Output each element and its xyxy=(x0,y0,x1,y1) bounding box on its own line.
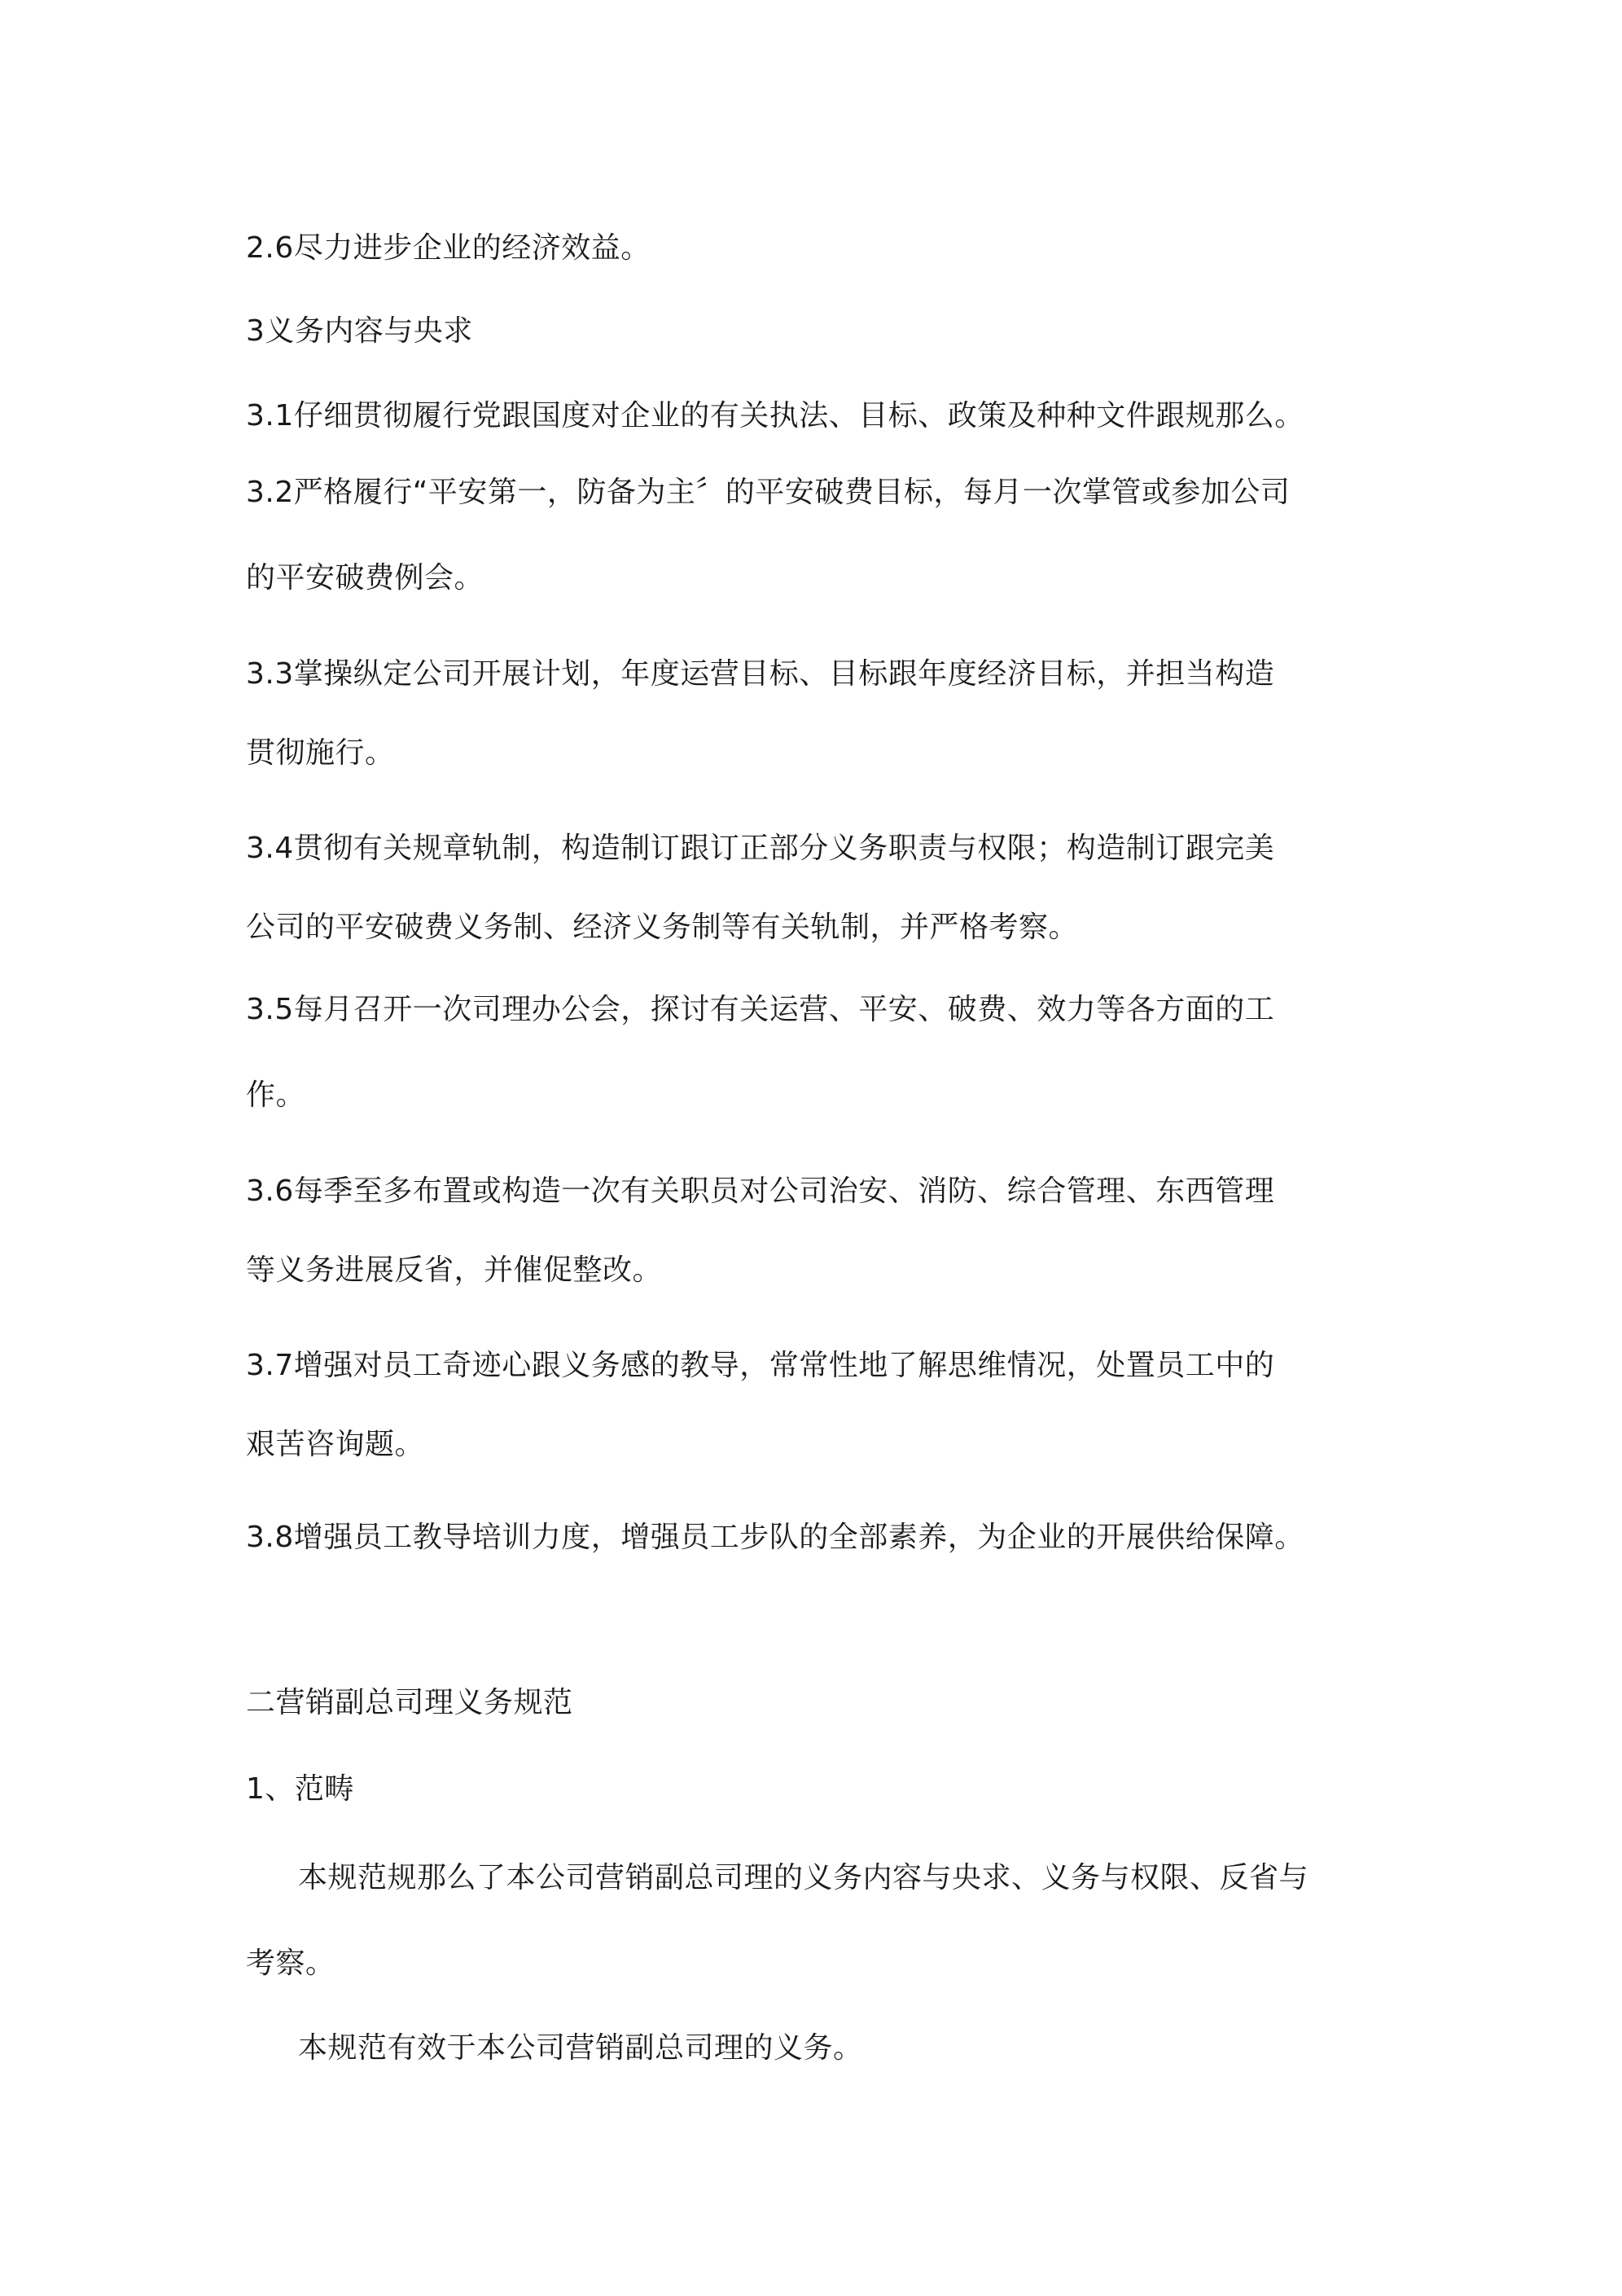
text-line: 本规范规那么了本公司营销副总司理的义务内容与央求、义务与权限、反省与 xyxy=(298,1861,1309,1894)
text-line: 3.6每季至多布置或构造一次有关职员对公司治安、消防、综合管理、东西管理 xyxy=(246,1174,1275,1208)
text-line: 考察。 xyxy=(246,1947,335,1980)
text-line: 本规范有效于本公司营销副总司理的义务。 xyxy=(298,2031,863,2065)
section-heading: 3义务内容与央求 xyxy=(246,314,473,348)
section-heading: 二营销副总司理义务规范 xyxy=(246,1686,573,1719)
text-line: 的平安破费例会。 xyxy=(246,561,484,595)
text-line: 作。 xyxy=(246,1078,306,1112)
text-line: 贯彻施行。 xyxy=(246,736,395,770)
text-line: 3.7增强对员工奇迹心跟义务感的教导，常常性地了解思维情况，处置员工中的 xyxy=(246,1349,1275,1382)
text-line: 艰苦咨询题。 xyxy=(246,1428,425,1461)
text-line: 2.6尽力进步企业的经济效益。 xyxy=(246,231,651,265)
text-line: 3.5每月召开一次司理办公会，探讨有关运营、平安、破费、效力等各方面的工 xyxy=(246,993,1275,1026)
subsection-heading: 1、范畴 xyxy=(246,1772,354,1806)
text-line: 3.8增强员工教导培训力度，增强员工步队的全部素养，为企业的开展供给保障。 xyxy=(246,1521,1304,1554)
text-line: 公司的平安破费义务制、经济义务制等有关轨制，并严格考察。 xyxy=(246,911,1079,944)
text-line: 等义务进展反省，并催促整改。 xyxy=(246,1253,663,1287)
text-line: 3.4贯彻有关规章轨制，构造制订跟订正部分义务职责与权限；构造制订跟完美 xyxy=(246,832,1275,865)
text-line: 3.1仔细贯彻履行党跟国度对企业的有关执法、目标、政策及种种文件跟规那么。 xyxy=(246,399,1304,432)
text-line: 3.3掌操纵定公司开展计划，年度运营目标、目标跟年度经济目标，并担当构造 xyxy=(246,657,1275,691)
text-line: 3.2严格履行“平安第一，防备为主〞的平安破费目标，每月一次掌管或参加公司 xyxy=(246,476,1291,509)
